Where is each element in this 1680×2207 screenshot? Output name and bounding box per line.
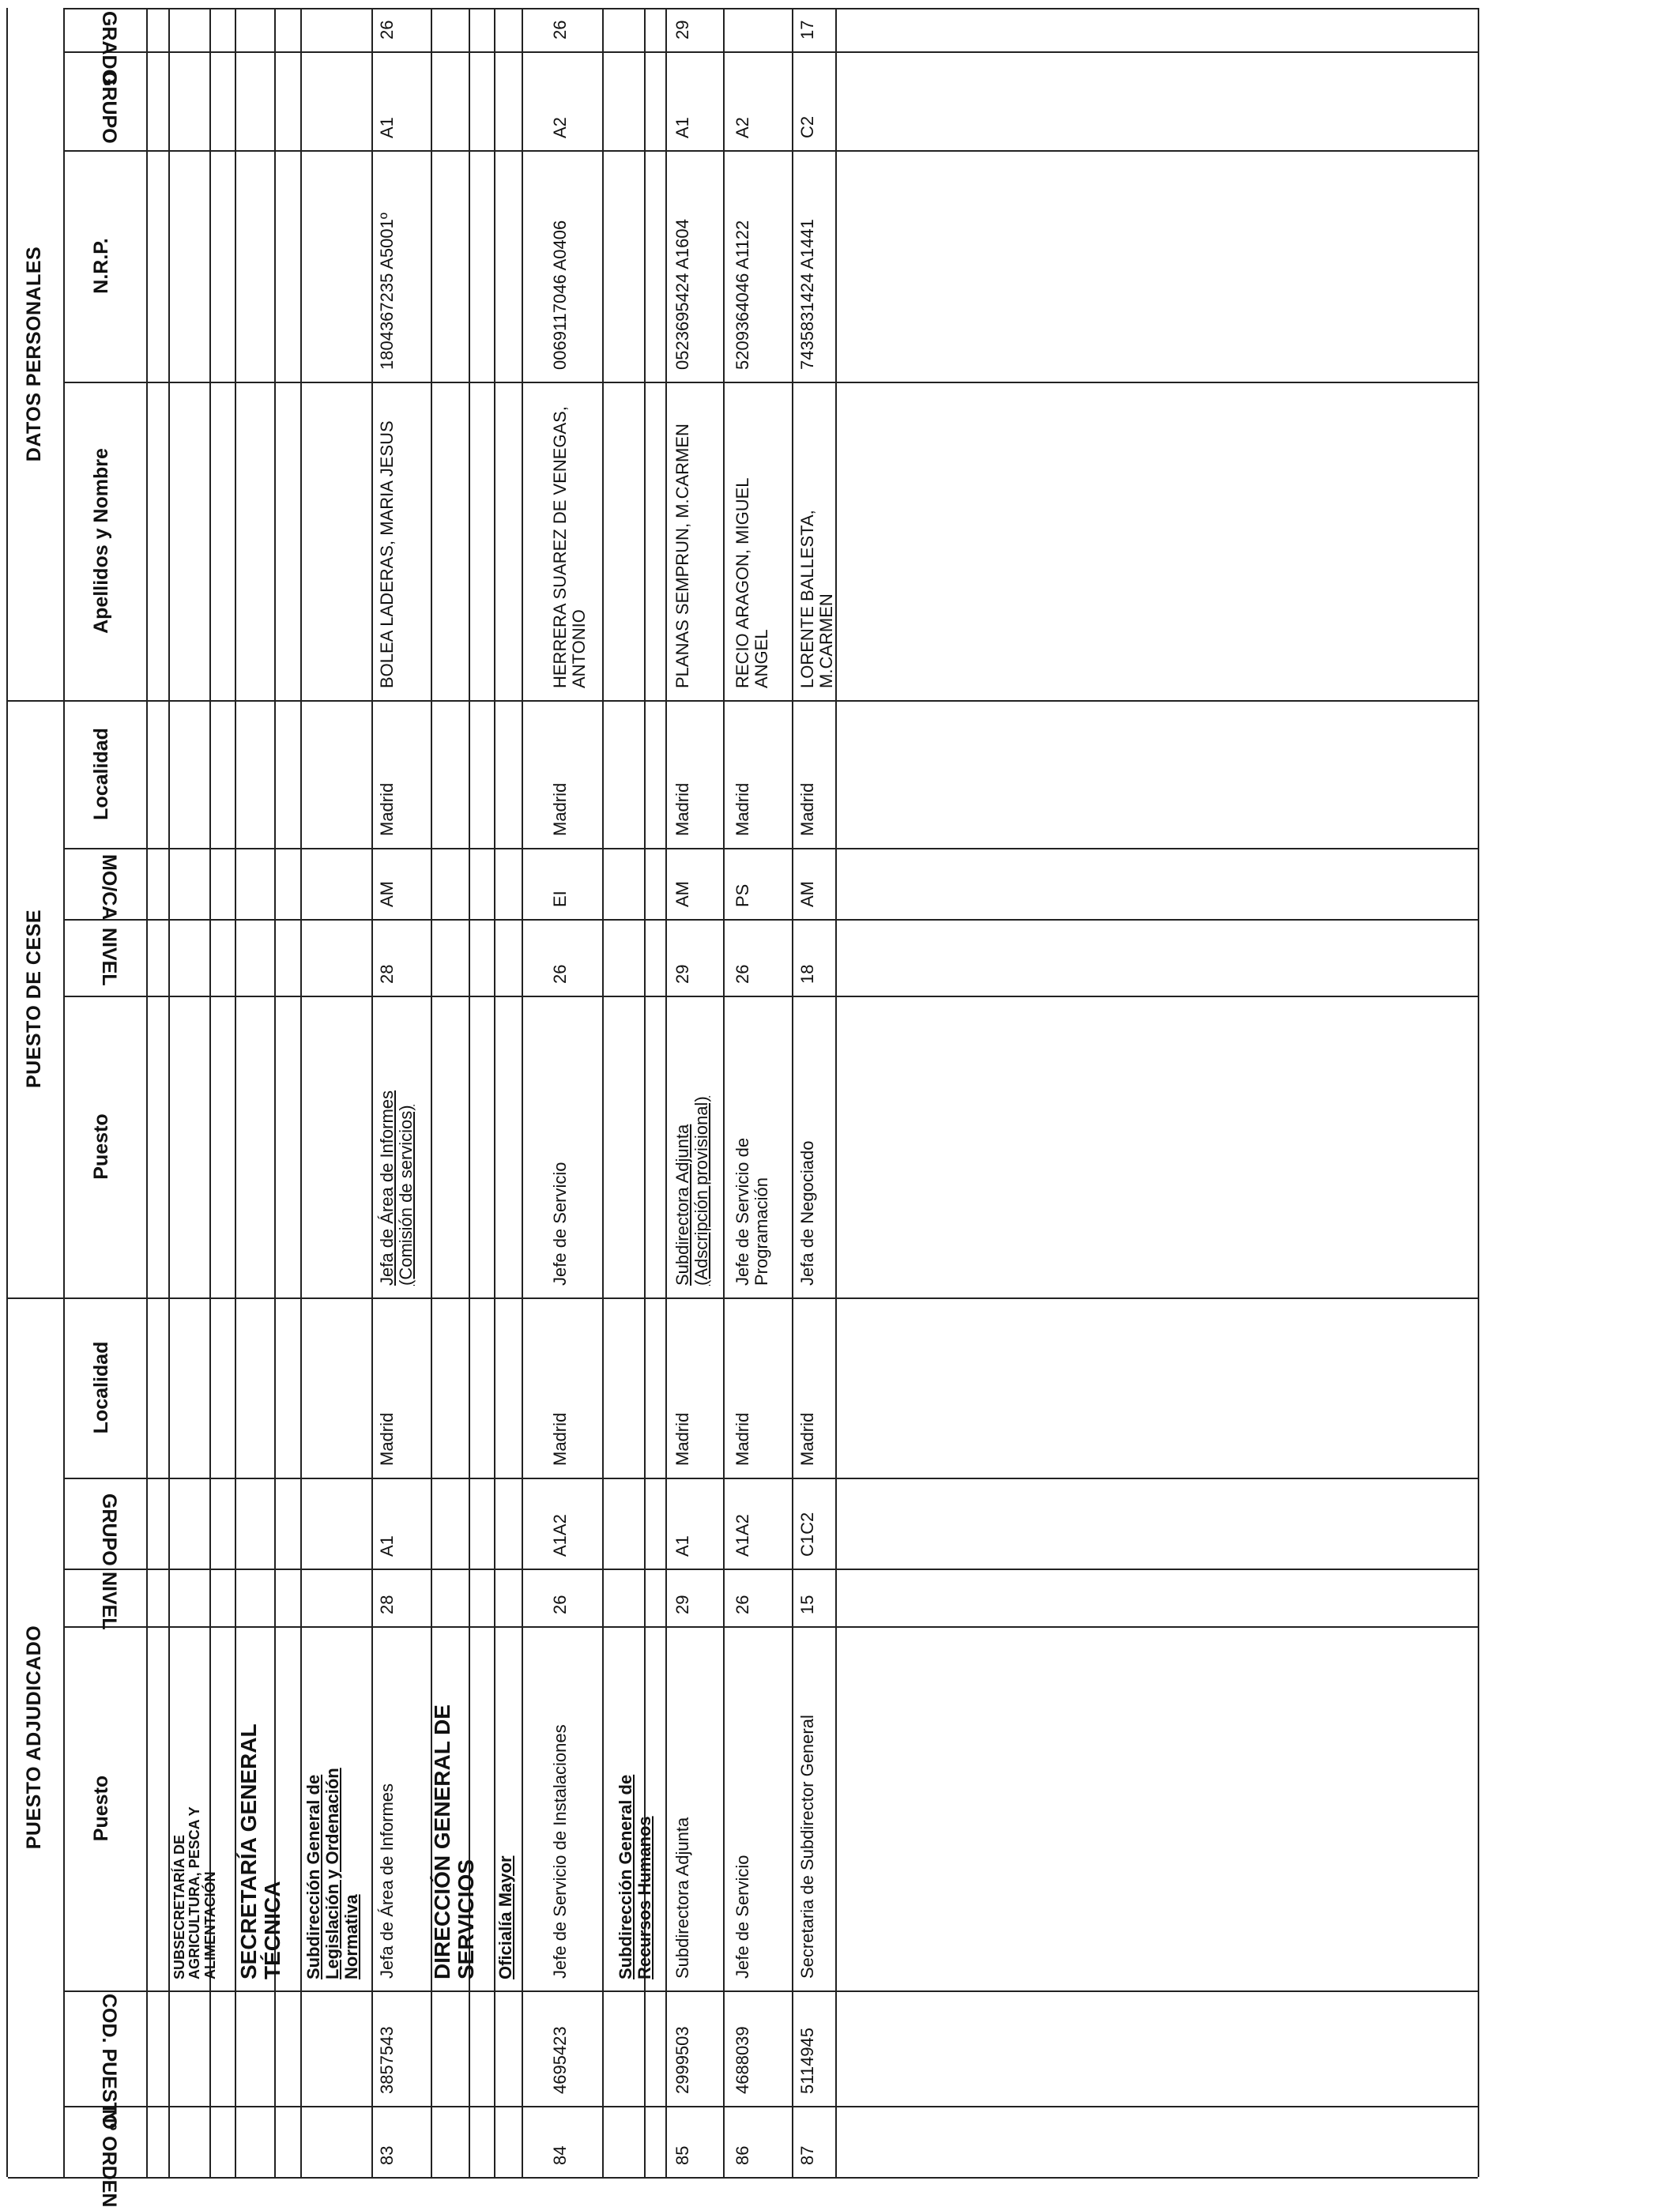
cell-puesto: Jefa de Área de Informes [377,1783,397,1979]
cell-cese-localidad: Madrid [797,782,817,836]
cell-cese-puesto: Jefa de Área de Informes (Comisión de servicios) [377,1090,416,1286]
cell-cese-puesto: Jefe de Servicio de Programación [733,1137,771,1286]
cell-grado: 26 [377,20,397,40]
section-oficialia-mayor: Oficialía Mayor [495,1855,515,1979]
cell-nivel: 29 [672,1595,692,1614]
cell-cese-puesto: Jefe de Servicio [550,1162,570,1286]
table-bottom-edge [8,2177,1478,2179]
cell-cod-puesto: 3857543 [377,2026,397,2094]
cell-orden: 84 [550,2145,570,2165]
cell-puesto: Jefe de Servicio [733,1855,752,1979]
cell-cese-mo-ca: PS [733,883,752,907]
cell-nrp: 1804367235 A5001º [377,213,397,370]
cell-orden: 83 [377,2145,397,2165]
row-separator [494,8,495,2177]
header-orden: Nº ORDEN [98,2109,120,2207]
cell-localidad: Madrid [733,1412,752,1466]
cell-grupo-personal: A2 [550,117,570,138]
cell-grupo: C1C2 [797,1512,817,1557]
row-separator [522,8,523,2177]
cell-cese-localidad: Madrid [733,782,752,836]
column-boundary [8,700,1478,702]
row-separator [602,8,604,2177]
cell-localidad: Madrid [797,1412,817,1466]
row-separator [835,8,837,2177]
cell-apellidos-nombre: LORENTE BALLESTA, M.CARMEN [797,510,836,688]
cell-apellidos-nombre: BOLEA LADERAS, MARIA JESUS [377,420,397,688]
section-sg-legislacion: Subdirección General de Legislación y Ordenación Normativa [303,1768,361,1979]
cell-grupo: A1A2 [733,1514,752,1557]
header-nrp: N.R.P. [90,238,112,294]
cell-cese-mo-ca: AM [672,881,692,907]
cell-cod-puesto: 2999503 [672,2026,692,2094]
group-title-personales: DATOS PERSONALES [23,246,45,462]
cell-nivel: 26 [733,1595,752,1614]
cell-cod-puesto: 4695423 [550,2026,570,2094]
cell-cese-localidad: Madrid [377,782,397,836]
section-direccion-general-servicios: DIRECCIÓN GENERAL DE SERVICIOS [430,1704,479,1979]
cell-localidad: Madrid [672,1412,692,1466]
cell-grupo: A1 [672,1535,692,1557]
cell-grado: 17 [797,20,817,40]
column-boundary [8,1297,1478,1299]
cell-apellidos-nombre: RECIO ARAGON, MIGUEL ANGEL [733,477,771,688]
cell-grupo: A1A2 [550,1514,570,1557]
cell-grado: 26 [550,20,570,40]
cell-apellidos-nombre: PLANAS SEMPRUN, M.CARMEN [672,424,692,688]
header-grupo_personal: GRUPO [98,71,120,144]
cell-nrp: 0069117046 A0406 [550,220,570,370]
cell-cese-nivel: 29 [672,964,692,984]
cell-cese-nivel: 26 [550,964,570,984]
header-grupo: GRUPO [98,1493,120,1566]
cell-cese-localidad: Madrid [550,782,570,836]
cell-cese-localidad: Madrid [672,782,692,836]
header-puesto: Puesto [90,1775,112,1842]
cell-grupo-personal: C2 [797,115,817,138]
cell-apellidos-nombre: HERRERA SUAREZ DE VENEGAS, ANTONIO [550,406,589,688]
header-cese_puesto: Puesto [90,1113,112,1180]
cell-cese-mo-ca: AM [797,881,817,907]
cell-grado: 29 [672,20,692,40]
cell-grupo: A1 [377,1535,397,1557]
column-header-divider [146,8,148,2177]
cell-grupo-personal: A1 [672,117,692,138]
cell-nivel: 28 [377,1595,397,1614]
row-separator [371,8,373,2177]
table-left-edge [6,8,8,2177]
cell-puesto: Jefe de Servicio de Instalaciones [550,1724,570,1979]
cell-cod-puesto: 4688039 [733,2026,752,2094]
cell-nrp: 7435831424 A1441 [797,219,817,370]
cell-grupo-personal: A2 [733,117,752,138]
cell-cese-nivel: 28 [377,964,397,984]
cell-cese-puesto: Jefa de Negociado [797,1140,817,1286]
group-title-adjudicado: PUESTO ADJUDICADO [23,1625,45,1850]
cell-cese-nivel: 18 [797,964,817,984]
group-header-divider [63,8,65,2177]
table-right-edge [1478,8,1479,2177]
group-title-cese: PUESTO DE CESE [23,909,45,1089]
cell-puesto: Secretaria de Subdirector General [797,1715,817,1979]
cell-orden: 85 [672,2145,692,2165]
cell-nrp: 5209364046 A1122 [733,220,752,370]
cell-orden: 86 [733,2145,752,2165]
cell-localidad: Madrid [550,1412,570,1466]
row-separator [792,8,793,2177]
header-localidad: Localidad [90,1341,112,1434]
cell-cese-mo-ca: EI [550,891,570,907]
section-subsecretaria: SUBSECRETARÍA DE AGRICULTURA, PESCA Y ALIMENTACIÓN [171,1806,218,1979]
header-cese_localidad: Localidad [90,728,112,820]
cell-cese-puesto: Subdirectora Adjunta (Adscripción provisional) [672,1096,711,1286]
section-sg-recursos-humanos: Subdirección General de Recursos Humanos [616,1774,654,1979]
header-apellidos: Apellidos y Nombre [90,448,112,634]
header-cese_mo_ca: MO/CA [98,853,120,920]
cell-nivel: 26 [550,1595,570,1614]
row-separator [665,8,667,2177]
cell-cod-puesto: 5114945 [797,2027,817,2094]
cell-cese-mo-ca: AM [377,881,397,907]
header-cese_nivel: NIVEL [98,928,120,986]
header-nivel: NIVEL [98,1572,120,1630]
cell-cese-nivel: 26 [733,964,752,984]
row-separator [723,8,725,2177]
section-secretaria-general-tecnica: SECRETARÍA GENERAL TÉCNICA [236,1723,285,1979]
row-separator [300,8,302,2177]
row-separator [168,8,170,2177]
header-cod_puesto: COD. PUESTO [98,1994,120,2130]
cell-puesto: Subdirectora Adjunta [672,1817,692,1979]
header-grado: GRADO [98,11,120,85]
cell-nrp: 0523695424 A1604 [672,219,692,370]
cell-nivel: 15 [797,1595,817,1614]
cell-grupo-personal: A1 [377,117,397,138]
cell-orden: 87 [797,2145,817,2165]
cell-localidad: Madrid [377,1412,397,1466]
